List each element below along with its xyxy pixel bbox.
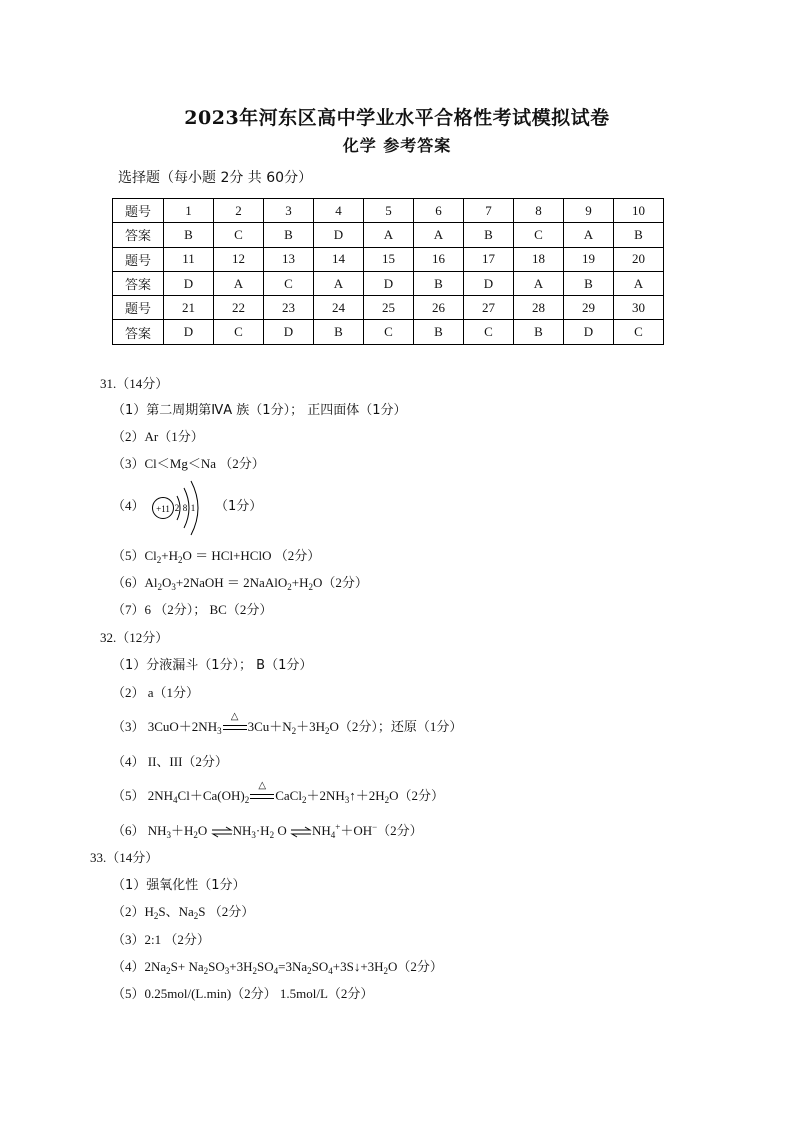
q31-answer-4-score: （1分） (215, 498, 263, 514)
question-number-cell: 1 (164, 199, 214, 223)
answer-cell: D (314, 223, 364, 247)
answer-cell: C (214, 223, 264, 247)
answer-cell: B (414, 320, 464, 344)
answer-cell: C (514, 223, 564, 247)
q32-answer-5: （5） $2NH_4Cl+Ca(OH)_2$ △ $CaCl_2+2NH_3↑+2H_2O(2$分） (112, 780, 444, 805)
question-number-cell: 23 (264, 296, 314, 320)
answer-cell: B (564, 271, 614, 295)
question-number-cell: 13 (264, 247, 314, 271)
question-number-cell: 17 (464, 247, 514, 271)
question-number-cell: 5 (364, 199, 414, 223)
multiple-choice-label: 选择题（每小题 2分 共 60分） (118, 170, 313, 186)
question-number-row (113, 247, 664, 271)
q33-answer-5: （5）0.25mol/(L.min)（2分） 1.5mol/L（2分） (112, 986, 374, 1001)
question-number-cell: 6 (414, 199, 464, 223)
q32-answer-4: （4） II、III（2分） (112, 754, 228, 769)
question-number-cell: 20 (614, 247, 664, 271)
q31-answer-7: （7）6 （2分）； BC（2分） (112, 602, 273, 617)
answer-cell: B (414, 271, 464, 295)
question-number-cell: 26 (414, 296, 464, 320)
reversible-arrow-icon (290, 826, 312, 838)
nucleus-charge: +11 (155, 504, 170, 514)
question-number-cell: 27 (464, 296, 514, 320)
answer-cell: D (264, 320, 314, 344)
answer-cell: B (164, 223, 214, 247)
question-number-cell: 25 (364, 296, 414, 320)
answer-cell: A (214, 271, 264, 295)
answer-cell: D (364, 271, 414, 295)
answer-cell: B (614, 223, 664, 247)
question-number-row (113, 199, 664, 223)
question-number-cell: 16 (414, 247, 464, 271)
q32-title: 32.（12分） (100, 630, 169, 645)
question-number-cell: 11 (164, 247, 214, 271)
answer-cell: A (314, 271, 364, 295)
answer-table (112, 198, 664, 345)
question-number-row (113, 296, 664, 320)
q32-answer-6: （6） $NH_3+H_2O$ $NH_3\cdot H_2$ O $NH_4^++OH^-(2$分） (112, 822, 423, 840)
answer-cell: D (164, 271, 214, 295)
row-label: 题号 (113, 296, 164, 320)
question-number-cell: 14 (314, 247, 364, 271)
answer-cell: D (164, 320, 214, 344)
q31-answer-1: （1）第二周期第ⅣA 族（1分）； 正四面体（1分） (112, 403, 407, 418)
answer-cell: D (464, 271, 514, 295)
question-number-cell: 15 (364, 247, 414, 271)
answer-cell: B (264, 223, 314, 247)
q31-answer-6: $(6)Al_2O_3+2NaOH$ ＝ $2NaAlO_2+H_2O(2$分） (112, 575, 368, 592)
answer-cell: A (414, 223, 464, 247)
shell-1-electrons: 2 (174, 503, 180, 513)
page-title: 2023年河东区高中学业水平合格性考试模拟试卷 (184, 107, 610, 129)
answer-row (113, 320, 664, 344)
q33-answer-3: （3）2:1 （2分） (112, 932, 210, 947)
reversible-arrow-icon (211, 826, 233, 838)
q33-answer-1: （1）强氧化性（1分） (112, 878, 246, 893)
row-label: 答案 (113, 223, 164, 247)
question-number-cell: 30 (614, 296, 664, 320)
question-number-cell: 24 (314, 296, 364, 320)
answer-cell: C (464, 320, 514, 344)
q32-answer-2: （2） a（1分） (112, 685, 200, 700)
q31-answer-2: （2）Ar（1分） (112, 429, 204, 444)
q31-answer-3: （3）Cl＜Mg＜Na （2分） (112, 456, 265, 471)
answer-cell: C (614, 320, 664, 344)
answer-cell: B (464, 223, 514, 247)
question-number-cell: 29 (564, 296, 614, 320)
question-number-cell: 21 (164, 296, 214, 320)
answer-cell: A (514, 271, 564, 295)
question-number-cell: 8 (514, 199, 564, 223)
answer-cell: C (264, 271, 314, 295)
row-label: 题号 (113, 199, 164, 223)
q31-answer-4-prefix: （4） (112, 497, 145, 513)
answer-cell: A (364, 223, 414, 247)
answer-cell: B (314, 320, 364, 344)
question-number-cell: 18 (514, 247, 564, 271)
answer-cell: C (364, 320, 414, 344)
q32-answer-3: （3） $3CuO+2NH_3$ △ $3Cu+N_2+3H_2O(2$分）；还原（1分） (112, 711, 463, 736)
q31-title: 31.（14分） (100, 376, 169, 391)
question-number-cell: 10 (614, 199, 664, 223)
q33-answer-4: $(4)2Na_2S+$ $Na_2SO_3+3H_2SO_4=3Na_2SO_4+3S↓+3H_2O(2$分） (112, 959, 443, 976)
answer-cell: D (564, 320, 614, 344)
q32-answer-1: （1）分液漏斗（1分）； B（1分） (112, 658, 313, 673)
heating-condition-sign: △ (249, 790, 275, 804)
question-number-cell: 3 (264, 199, 314, 223)
q33-title: 33.（14分） (90, 850, 159, 865)
q33-answer-2: $(2)H_2S$、$Na_2S$ （2分） (112, 904, 255, 921)
question-number-cell: 19 (564, 247, 614, 271)
question-number-cell: 2 (214, 199, 264, 223)
question-number-cell: 9 (564, 199, 614, 223)
shell-3-electrons: 1 (190, 503, 196, 513)
page-subtitle: 化学 参考答案 (342, 136, 452, 155)
answer-cell: A (564, 223, 614, 247)
answer-cell: A (614, 271, 664, 295)
answer-row (113, 271, 664, 295)
row-label: 答案 (113, 320, 164, 344)
question-number-cell: 28 (514, 296, 564, 320)
q31-answer-4 (112, 478, 262, 536)
question-number-cell: 7 (464, 199, 514, 223)
answer-row (113, 223, 664, 247)
shell-2-electrons: 8 (182, 503, 188, 513)
question-number-cell: 4 (314, 199, 364, 223)
row-label: 答案 (113, 271, 164, 295)
question-number-cell: 22 (214, 296, 264, 320)
heating-condition-sign: △ (222, 721, 248, 735)
row-label: 题号 (113, 247, 164, 271)
answer-cell: B (514, 320, 564, 344)
answer-cell: C (214, 320, 264, 344)
question-number-cell: 12 (214, 247, 264, 271)
sodium-atom-structure-diagram (150, 478, 210, 536)
q31-answer-5: $(5)Cl_2+H_2O$ ＝ HCl+HClO （2分） (112, 548, 321, 565)
